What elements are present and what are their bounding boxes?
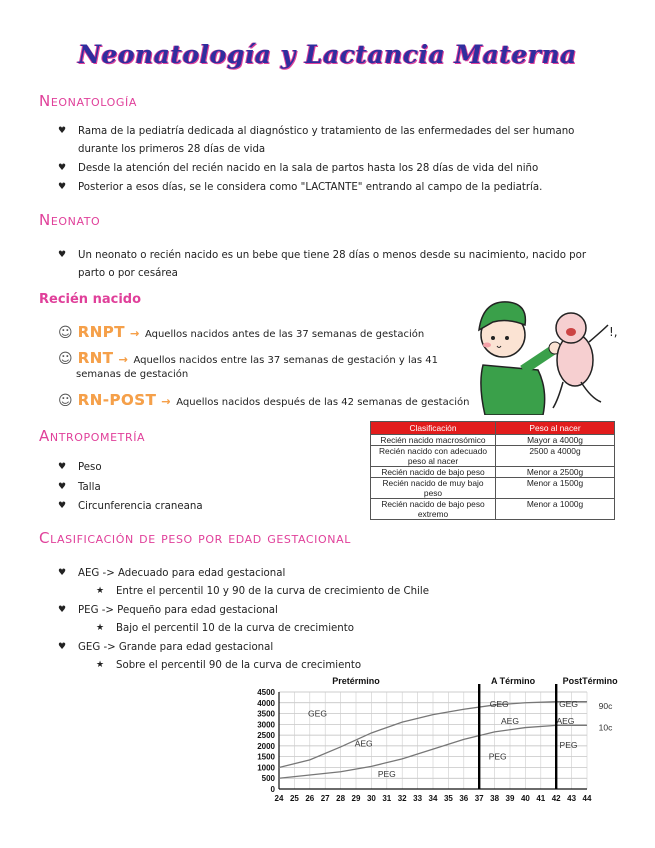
region-label: Pretérmino: [332, 676, 380, 686]
x-tick-label: 43: [567, 794, 577, 803]
heart-icon: ♥: [58, 605, 67, 615]
zone-label: AEG: [354, 738, 373, 749]
x-tick-label: 39: [505, 794, 515, 803]
region-label: PostTérmino: [562, 676, 618, 686]
page-title: Neonatología y Lactancia Materna: [78, 40, 577, 69]
y-tick-label: 4500: [257, 688, 275, 697]
zone-label: 10c: [598, 722, 613, 733]
list-item: ♥ Circunferencia craneana: [58, 498, 258, 516]
heart-icon: ♥: [58, 482, 67, 492]
x-tick-label: 27: [320, 794, 330, 803]
heart-icon: ♥: [58, 501, 67, 511]
table-row: Recién nacido macrosómico Mayor a 4000g: [371, 435, 615, 446]
table-header: Clasificación: [371, 422, 496, 435]
star-icon: ★: [96, 623, 105, 633]
list-item: ♥ Talla: [58, 479, 258, 497]
list-item: ♥ Peso: [58, 459, 258, 477]
heading-recien-nacido: Recién nacido: [39, 292, 142, 307]
x-tick-label: 31: [382, 794, 392, 803]
rn-item-continued: semanas de gestación: [76, 369, 189, 380]
heading-neonato: Neonato: [39, 211, 101, 229]
x-tick-label: 26: [305, 794, 315, 803]
x-tick-label: 44: [582, 794, 592, 803]
x-tick-label: 30: [366, 794, 376, 803]
table-header: Peso al nacer: [496, 422, 615, 435]
rn-item: ☺ RNPT → Aquellos nacidos antes de las 37 semanas de gestación: [58, 323, 425, 341]
heart-icon: ♥: [58, 182, 67, 192]
heart-icon: ♥: [58, 642, 67, 652]
heart-icon: ♥: [58, 250, 67, 260]
x-tick-label: 40: [520, 794, 530, 803]
y-tick-label: 4000: [257, 698, 275, 708]
growth-chart: [235, 672, 635, 812]
star-icon: ★: [96, 660, 105, 670]
zone-label: GEG: [489, 698, 509, 709]
star-icon: ★: [96, 586, 105, 596]
x-tick-label: 33: [413, 794, 423, 803]
x-tick-label: 42: [551, 794, 561, 803]
x-tick-label: 36: [459, 794, 469, 803]
x-tick-label: 28: [336, 794, 346, 803]
zone-label: AEG: [556, 716, 575, 727]
zone-label: PEG: [488, 751, 507, 762]
list-item: ♥ Desde la atención del recién nacido en la sala de partos hasta los 28 días de vida del niño: [58, 160, 638, 178]
x-tick-label: 34: [428, 794, 438, 803]
rn-item: ☺ RNT → Aquellos nacidos entre las 37 semanas de gestación y las 41: [58, 349, 438, 367]
y-tick-label: 2500: [257, 731, 275, 741]
table-row: Recién nacido de bajo peso extremo Menor a 1000g: [371, 499, 615, 520]
x-tick-label: 37: [474, 794, 484, 803]
smiley-icon: ☺: [58, 351, 73, 367]
list-item: ♥ AEG -> Adecuado para edad gestacional: [58, 565, 558, 583]
list-item: ♥ GEG -> Grande para edad gestacional: [58, 639, 558, 657]
arrow-icon: →: [130, 327, 140, 340]
y-tick-label: 1500: [257, 752, 275, 762]
y-tick-label: 3000: [257, 720, 275, 730]
weight-table: [370, 421, 615, 520]
svg-text:!,: !,: [609, 325, 618, 339]
list-item-continued: durante los primeros 28 días de vida: [78, 144, 266, 155]
y-tick-label: 1000: [257, 763, 275, 773]
x-tick-label: 29: [351, 794, 361, 803]
zone-label: GEG: [559, 698, 578, 709]
zone-label: PEG: [377, 768, 396, 779]
x-tick-label: 41: [536, 794, 546, 803]
arrow-icon: →: [161, 395, 172, 408]
smiley-icon: ☺: [58, 393, 73, 409]
zone-label: 90c: [598, 701, 613, 712]
sub-list-item: ★ Entre el percentil 10 y 90 de la curva de crecimiento de Chile: [96, 583, 596, 601]
table-row: Recién nacido de bajo peso Menor a 2500g: [371, 467, 615, 478]
y-tick-label: 500: [261, 774, 275, 784]
list-item: ♥ Posterior a esos días, se le considera como "LACTANTE" entrando al campo de la pediatría.: [58, 179, 638, 197]
zone-label: GEG: [308, 708, 327, 719]
zone-label: AEG: [501, 716, 519, 727]
y-tick-label: 0: [270, 785, 275, 794]
table-row: Recién nacido con adecuado peso al nacer 2500 a 4000g: [371, 446, 615, 467]
heart-icon: ♥: [58, 126, 67, 136]
x-tick-label: 25: [289, 794, 299, 803]
sub-list-item: ★ Bajo el percentil 10 de la curva de crecimiento: [96, 620, 596, 638]
heading-neonatologia: Neonatología: [39, 92, 137, 110]
list-item: ♥ Rama de la pediatría dedicada al diagnóstico y tratamiento de las enfermedades del ser humano: [58, 123, 638, 141]
heading-antropometria: Antropometría: [39, 427, 146, 445]
doctor-baby-illustration: [463, 290, 623, 415]
region-label: A Término: [490, 676, 536, 686]
list-item: ♥ Un neonato o recién nacido es un bebe que tiene 28 días o menos desde su nacimiento, nacido por: [58, 247, 638, 265]
heart-icon: ♥: [58, 163, 67, 173]
x-tick-label: 35: [443, 794, 453, 803]
list-item: ♥ PEG -> Pequeño para edad gestacional: [58, 602, 558, 620]
table-row: Recién nacido de muy bajo peso Menor a 1500g: [371, 478, 615, 499]
y-tick-label: 3500: [257, 709, 275, 719]
sub-list-item: ★ Sobre el percentil 90 de la curva de crecimiento: [96, 657, 596, 675]
heart-icon: ♥: [58, 462, 67, 472]
heading-clasificacion: Clasificación de peso por edad gestacional: [39, 529, 351, 547]
x-tick-label: 38: [490, 794, 500, 803]
zone-label: PEG: [559, 739, 578, 750]
x-tick-label: 24: [274, 794, 284, 803]
smiley-icon: ☺: [58, 325, 73, 341]
list-item-continued: parto o por cesárea: [78, 268, 178, 279]
x-tick-label: 32: [397, 794, 407, 803]
rn-item: ☺ RN-POST → Aquellos nacidos después de las 42 semanas de gestación: [58, 391, 470, 409]
arrow-icon: →: [118, 353, 129, 366]
heart-icon: ♥: [58, 568, 67, 578]
y-tick-label: 2000: [257, 741, 275, 751]
